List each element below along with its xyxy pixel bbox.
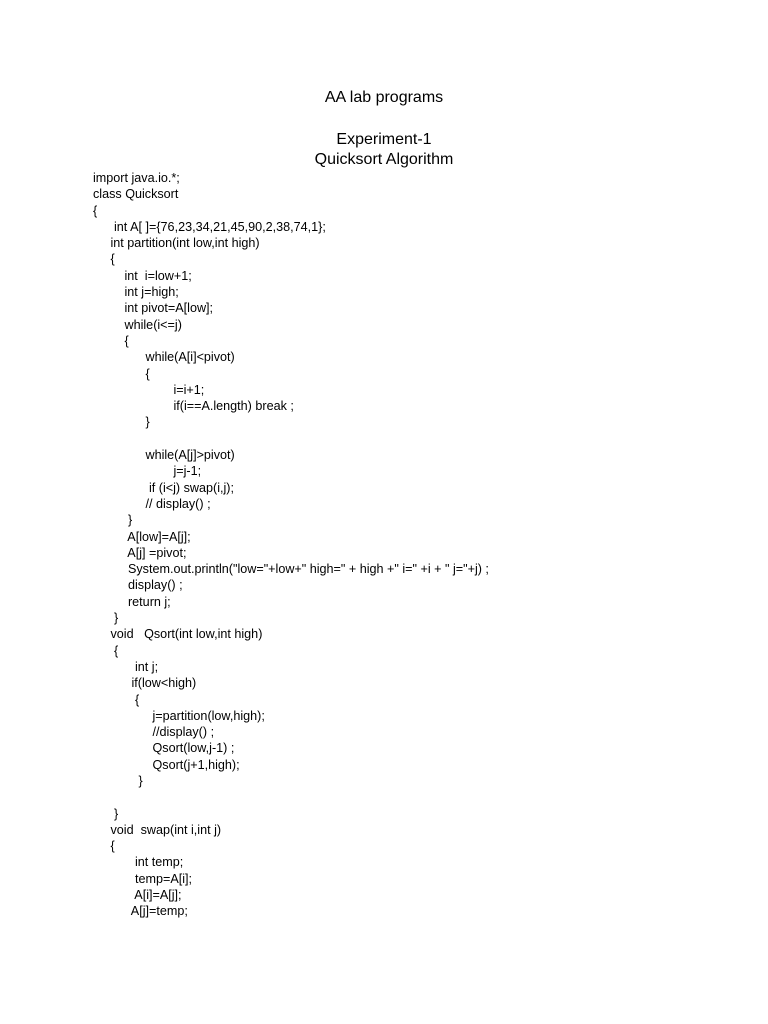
code-line: A[j] =pivot; <box>93 545 187 560</box>
code-line: if(low<high) <box>93 676 197 691</box>
code-line: } <box>93 611 119 626</box>
code-line: } <box>93 513 133 528</box>
code-line: // display() ; <box>93 496 211 511</box>
document-header: AA lab programs <box>324 89 444 106</box>
code-line: if (i<j) swap(i,j); <box>93 480 234 495</box>
algorithm-title: Quicksort Algorithm <box>314 151 454 168</box>
code-listing <box>93 170 733 920</box>
code-line: { <box>93 366 150 381</box>
code-line: display() ; <box>93 578 183 593</box>
code-line: while(A[j]>pivot) <box>93 448 235 463</box>
code-line: j=partition(low,high); <box>93 708 265 723</box>
code-line: j=j-1; <box>93 464 202 479</box>
code-line: int temp; <box>93 855 184 870</box>
code-line: int partition(int low,int high) <box>93 236 260 251</box>
code-line: while(i<=j) <box>93 317 182 332</box>
code-line: i=i+1; <box>93 382 205 397</box>
code-line: while(A[i]<pivot) <box>93 350 235 365</box>
code-line: A[low]=A[j]; <box>93 529 191 544</box>
code-line: void swap(int i,int j) <box>93 822 222 837</box>
code-line: if(i==A.length) break ; <box>93 399 294 414</box>
code-line <box>93 431 733 447</box>
code-line: void Qsort(int low,int high) <box>93 627 263 642</box>
code-line: return j; <box>93 594 171 609</box>
code-line: int j; <box>93 659 159 674</box>
code-line: { <box>93 333 129 348</box>
code-line: A[j]=temp; <box>93 904 188 919</box>
code-line <box>93 789 733 805</box>
code-line: int i=low+1; <box>93 268 192 283</box>
code-line: Qsort(j+1,high); <box>93 757 240 772</box>
code-line: { <box>93 203 98 218</box>
code-line: int pivot=A[low]; <box>93 301 214 316</box>
code-line: { <box>93 252 115 267</box>
code-line: Qsort(low,j-1) ; <box>93 741 235 756</box>
code-line: { <box>93 839 115 854</box>
code-line: } <box>93 415 150 430</box>
code-line: A[i]=A[j]; <box>93 888 182 903</box>
code-line: class Quicksort <box>93 187 179 202</box>
code-line: int A[ ]={76,23,34,21,45,90,2,38,74,1}; <box>93 219 326 234</box>
code-line: } <box>93 806 119 821</box>
code-line: { <box>93 643 119 658</box>
experiment-title: Experiment-1 <box>336 131 432 148</box>
code-line: { <box>93 692 140 707</box>
code-line: import java.io.*; <box>93 171 180 185</box>
code-line: temp=A[i]; <box>93 871 193 886</box>
code-line: } <box>93 773 143 788</box>
code-line: int j=high; <box>93 285 179 300</box>
code-line: //display() ; <box>93 725 215 740</box>
code-line: System.out.println("low="+low+" high=" + high +" i=" +i + " j="+j) ; <box>93 562 489 577</box>
